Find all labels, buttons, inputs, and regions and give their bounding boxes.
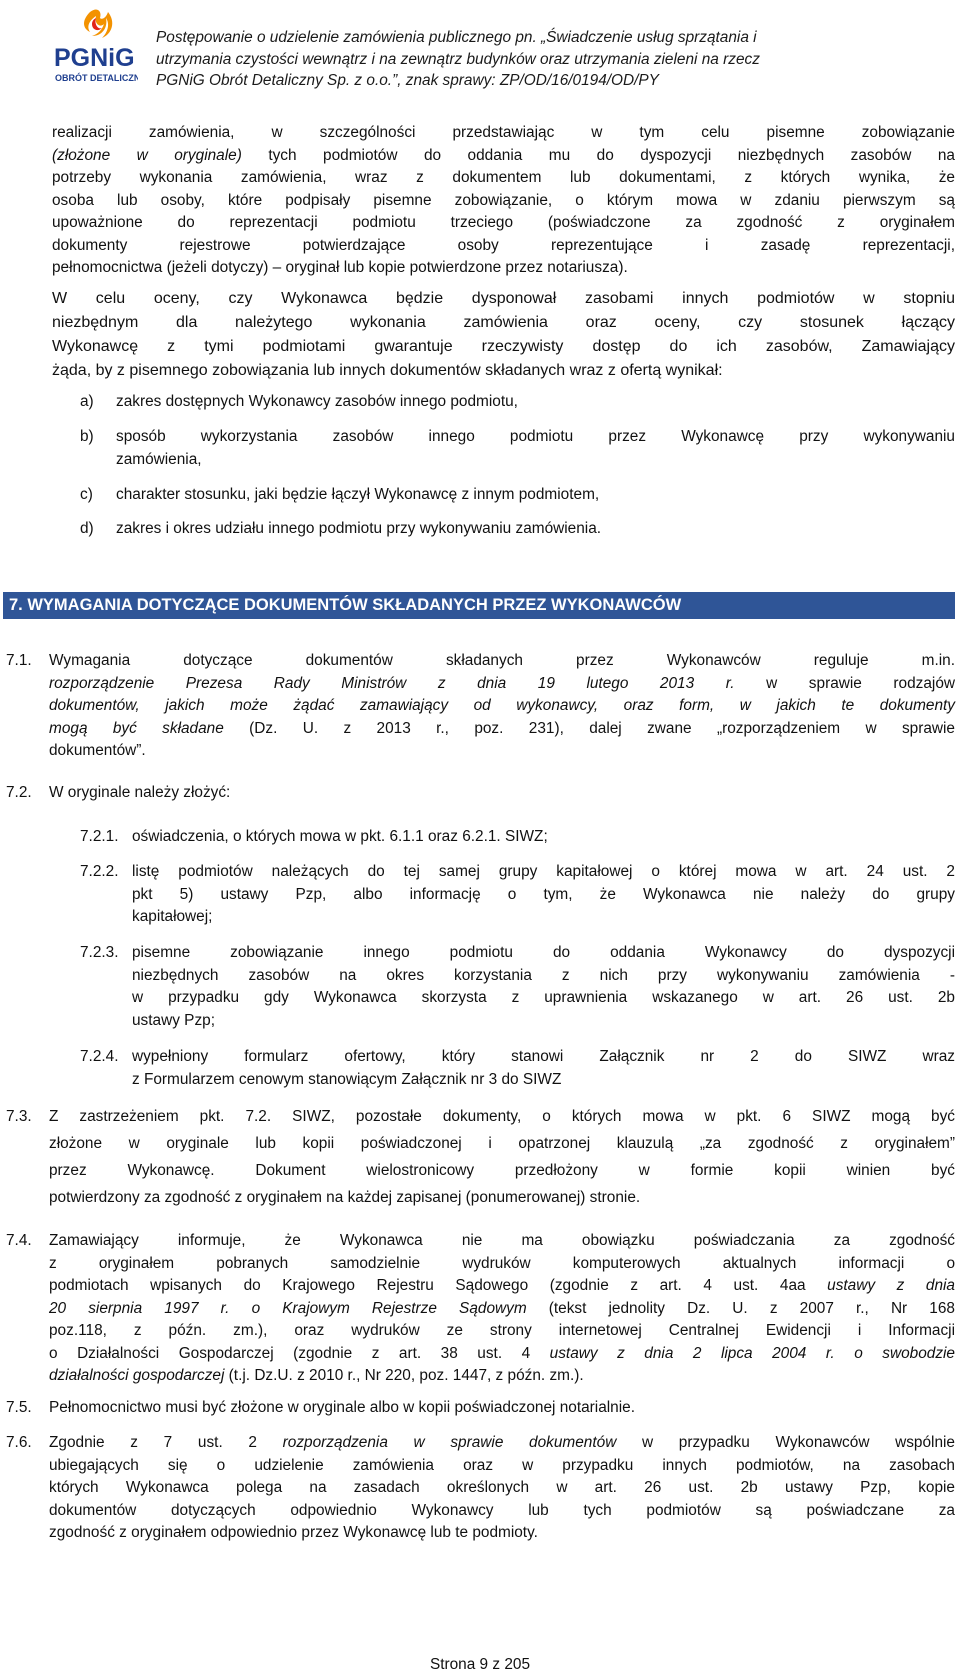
text-line: dokumentów dotyczących odpowiednio Wykonawcy lub tych podmiotów są poświadczane za xyxy=(49,1501,955,1519)
text-span: podmiotach wpisanych do Krajowego Rejestru Sądowego (zgodnie z art. 4 ust. 4aa xyxy=(49,1277,828,1294)
text-line: kapitałowej; xyxy=(132,908,213,925)
text-line: osoba lub osoby, które podpisały pisemne zobowiązanie, o którym mowa w zdaniu pierwszym są xyxy=(52,191,955,209)
text-line: niezbędnym dla należytego wykonania zamówienia oraz oceny, czy stosunek łączący xyxy=(52,314,955,331)
paragraph-assessment xyxy=(52,287,955,383)
italic-span: (złożone w oryginale) xyxy=(52,146,242,164)
text-span: w sprawie rodzajów xyxy=(734,674,955,692)
section-text: oświadczenia, o których mowa w pkt. 6.1.1 oraz 6.2.1. SIWZ; xyxy=(132,828,548,845)
section-number: 7.5. xyxy=(6,1399,32,1416)
text-span: o Działalności Gospodarczej (zgodnie z art. 38 ust. 4 xyxy=(49,1344,550,1362)
text-line: dokumentów”. xyxy=(49,742,146,759)
document-header xyxy=(156,27,896,92)
italic-span: 20 sierpnia 1997 r. o Krajowym Rejestrze Sądowym xyxy=(49,1299,527,1317)
text-span: (t.j. Dz.U. z 2010 r., Nr 220, poz. 1447, z późn. zm.). xyxy=(224,1367,584,1384)
text-line: w przypadku gdy Wykonawca skorzysta z uprawnienia wskazanego w art. 26 ust. 2b xyxy=(132,989,955,1006)
section-number: 7.3. xyxy=(6,1108,32,1125)
text-line: W celu oceny, czy Wykonawca będzie dysponował zasobami innych podmiotów w stopniu xyxy=(52,290,955,307)
text-line xyxy=(49,1432,955,1455)
text-line: Wykonawcę z tymi podmiotami gwarantuje rzeczywisty dostęp do ich zasobów, Zamawiający xyxy=(52,338,955,355)
svg-text:PGNiG: PGNiG xyxy=(54,44,135,72)
section-number: 7.1. xyxy=(6,652,32,669)
section-heading-text: 7. WYMAGANIA DOTYCZĄCE DOKUMENTÓW SKŁADANYCH PRZEZ WYKONAWCÓW xyxy=(9,596,682,614)
text-line xyxy=(49,1275,955,1298)
text-line: złożone w oryginale lub kopii poświadczonej i opatrzonej klauzulą „za zgodność z oryginałem” xyxy=(49,1135,955,1152)
text-line: wypełniony formularz ofertowy, który stanowi Załącznik nr 2 do SIWZ wraz xyxy=(132,1048,955,1065)
text-line xyxy=(49,718,955,741)
text-span: tych podmiotów do oddania mu do dyspozycji niezbędnych zasobów na xyxy=(241,146,955,164)
svg-text:OBRÓT DETALICZNY: OBRÓT DETALICZNY xyxy=(55,73,138,83)
text-line: pełnomocnictwa (jeżeli dotyczy) – oryginał lub kopie potwierdzone przez notariusza). xyxy=(52,259,628,276)
text-line: sposób wykorzystania zasobów innego podmiotu przez Wykonawcę przy wykonywaniu xyxy=(116,428,955,445)
text-line xyxy=(52,145,955,168)
text-line: ustawy Pzp; xyxy=(132,1011,215,1029)
paragraph-resources-commitment xyxy=(52,122,955,280)
text-line xyxy=(49,1365,955,1388)
header-line-1: Postępowanie o udzielenie zamówienia publicznego pn. „Świadczenie usług sprzątania i xyxy=(156,29,757,46)
italic-span: mogą być składane xyxy=(49,719,224,737)
section-number: 7.4. xyxy=(6,1232,32,1249)
text-line: upoważnione do reprezentacji podmiotu trzeciego (poświadczone za zgodność z oryginałem xyxy=(52,214,955,231)
section-number: 7.6. xyxy=(6,1434,32,1451)
section-number: 7.2. xyxy=(6,784,32,801)
text-line: z oryginałem pobranych samodzielnie wydruków komputerowych aktualnych informacji o xyxy=(49,1254,955,1272)
section-text xyxy=(132,1046,955,1091)
header-line-3: PGNiG Obrót Detaliczny Sp. z o.o.”, znak sprawy: ZP/OD/16/0194/OD/PY xyxy=(156,72,659,89)
text-line xyxy=(49,673,955,696)
text-line: niezbędnych zasobów na okres korzystania z nich przy wykonywaniu zamówienia - xyxy=(132,966,955,984)
text-line: poz.118, z późn. zm.), oraz wydruków ze strony internetowej Centralnej Ewidencji i Informacji xyxy=(49,1322,955,1339)
section-7-heading xyxy=(3,592,955,619)
section-text: Pełnomocnictwo musi być złożone w oryginale albo w kopii poświadczonej notarialnie. xyxy=(49,1399,636,1416)
list-text: charakter stosunku, jaki będzie łączył Wykonawcę z innym podmiotem, xyxy=(116,486,600,503)
text-line: ubiegających się o udzielenie zamówienia oraz w przypadku innych podmiotów, na zasobach xyxy=(49,1456,955,1474)
section-text xyxy=(132,942,955,1032)
italic-span: rozporządzenia w sprawie dokumentów xyxy=(282,1434,617,1451)
section-number: 7.2.3. xyxy=(80,944,119,961)
section-text xyxy=(49,1432,955,1545)
section-number: 7.2.1. xyxy=(80,828,119,845)
list-label: d) xyxy=(80,520,94,537)
section-text: W oryginale należy złożyć: xyxy=(49,784,231,801)
text-span: Zgodnie z 7 ust. 2 xyxy=(49,1434,283,1451)
text-line xyxy=(49,1343,955,1366)
text-line: Z zastrzeżeniem pkt. 7.2. SIWZ, pozostałe dokumenty, o których mowa w pkt. 6 SIWZ mogą być xyxy=(49,1108,955,1125)
text-line: pkt 5) ustawy Pzp, albo informację o tym, że Wykonawca nie należy do grupy xyxy=(132,885,955,903)
flame-icon xyxy=(52,4,138,86)
text-line: Wymagania dotyczące dokumentów składanych przez Wykonawców reguluje m.in. xyxy=(49,652,955,669)
section-text xyxy=(49,1103,955,1211)
text-line: zgodność z oryginałem odpowiednio przez Wykonawcę lub te podmioty. xyxy=(49,1524,538,1541)
italic-span: rozporządzenie Prezesa Rady Ministrów z dnia 19 lutego 2013 r. xyxy=(49,674,735,692)
italic-span: działalności gospodarczej xyxy=(49,1367,225,1384)
text-span: (tekst jednolity Dz. U. z 2007 r., Nr 168 xyxy=(526,1299,955,1317)
text-line: listę podmiotów należących do tej samej grupy kapitałowej o której mowa w art. 24 ust. 2 xyxy=(132,863,955,880)
text-line: potrzeby wykonania zamówienia, wraz z dokumentem lub dokumentami, z których wynika, że xyxy=(52,169,955,186)
text-line: realizacji zamówienia, w szczególności przedstawiając w tym celu pisemne zobowiązanie xyxy=(52,124,955,141)
text-line: dokumentów, jakich może żądać zamawiający od wykonawcy, oraz form, w jakich te dokumenty xyxy=(49,697,955,714)
list-label: b) xyxy=(80,428,94,445)
text-line xyxy=(49,1298,955,1321)
text-line: dokumenty rejestrowe potwierdzające osoby reprezentujące i zasadę reprezentacji, xyxy=(52,236,955,254)
text-span: w przypadku Wykonawców wspólnie xyxy=(616,1434,955,1451)
italic-span: ustawy z dnia 2 lipca 2004 r. o swobodzie xyxy=(549,1344,955,1362)
section-text xyxy=(132,861,955,929)
text-line: zamówienia, xyxy=(116,450,202,468)
italic-span: ustawy z dnia xyxy=(827,1277,955,1294)
section-number: 7.2.4. xyxy=(80,1048,119,1065)
text-line: potwierdzony za zgodność z oryginałem na każdej zapisanej (ponumerowanej) stronie. xyxy=(49,1189,641,1206)
section-text xyxy=(49,650,955,763)
page-number: Strona 9 z 205 xyxy=(429,1656,531,1673)
text-line: żąda, by z pisemnego zobowiązania lub innych dokumentów składanych wraz z ofertą wynikał: xyxy=(52,362,723,379)
list-text: zakres i okres udziału innego podmiotu przy wykonywaniu zamówienia. xyxy=(116,520,602,537)
text-line: z Formularzem cenowym stanowiącym Załącznik nr 3 do SIWZ xyxy=(132,1070,562,1088)
list-label: a) xyxy=(80,393,94,410)
section-number: 7.2.2. xyxy=(80,863,119,880)
text-line: Zamawiający informuje, że Wykonawca nie ma obowiązku poświadczania za zgodność xyxy=(49,1232,955,1249)
list-label: c) xyxy=(80,486,93,503)
text-line: których Wykonawca polega na zasadach określonych w art. 26 ust. 2b ustawy Pzp, kopie xyxy=(49,1479,955,1496)
text-line: przez Wykonawcę. Dokument wielostronicowy przedłożony w formie kopii winien być xyxy=(49,1162,955,1179)
list-text xyxy=(116,426,955,471)
text-span: (Dz. U. z 2013 r., poz. 231), dalej zwane „rozporządzeniem w sprawie xyxy=(223,719,955,737)
list-text: zakres dostępnych Wykonawcy zasobów innego podmiotu, xyxy=(116,393,518,410)
text-line: pisemne zobowiązanie innego podmiotu do oddania Wykonawcy do dyspozycji xyxy=(132,944,955,961)
pgnig-logo xyxy=(52,4,138,86)
section-text xyxy=(49,1230,955,1388)
header-line-2: utrzymania czystości wewnątrz i na zewnątrz budynków oraz utrzymania zieleni na rzecz xyxy=(156,50,760,68)
